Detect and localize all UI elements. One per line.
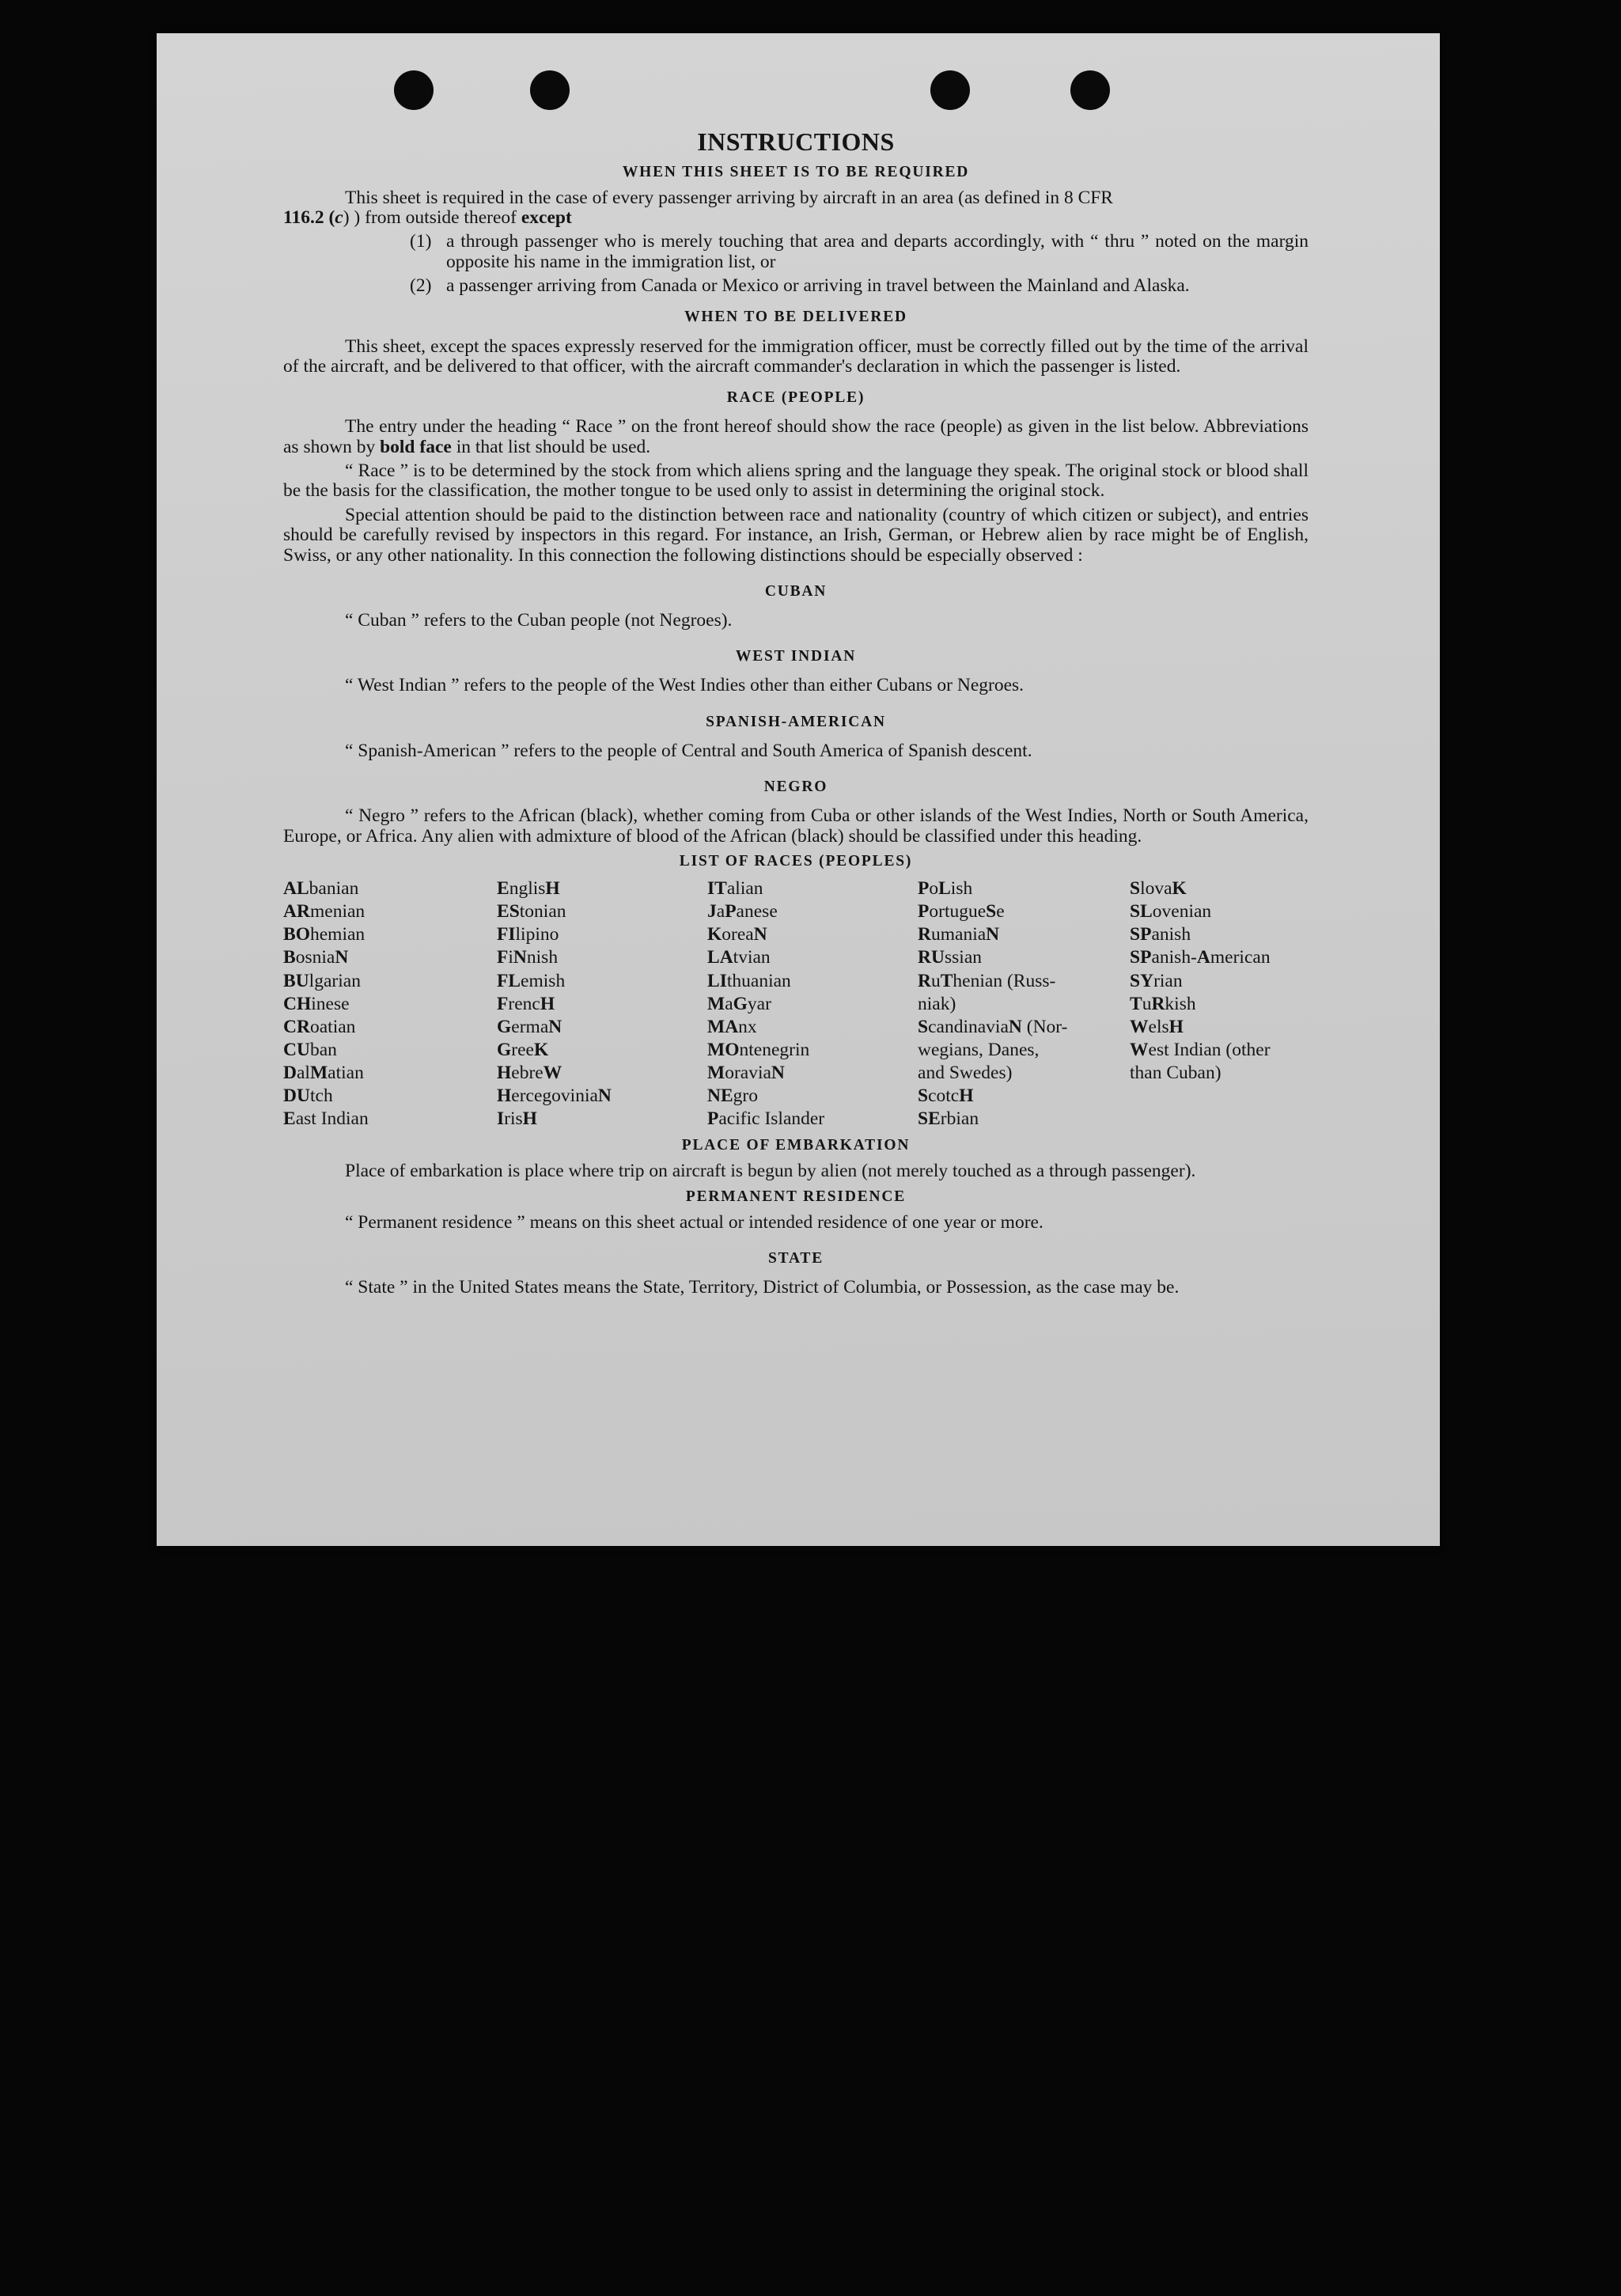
race-entry: FiNnish <box>497 947 559 968</box>
race-entry: SLovenian <box>1130 901 1212 923</box>
race-entry: LAtvian <box>707 947 771 968</box>
race-entry: SPanish <box>1130 924 1191 945</box>
race-entry: FLemish <box>497 970 566 991</box>
race-entry: KoreaN <box>707 924 767 945</box>
race-entry: CHinese <box>283 993 350 1014</box>
races-column <box>283 877 497 1131</box>
para-required-line2: ) ) from outside thereof <box>343 206 521 228</box>
race-entry: WelsH <box>1130 1016 1184 1037</box>
para-cuban: “ Cuban ” refers to the Cuban people (not Negroes). <box>345 609 733 631</box>
para-race-1 <box>283 417 1309 457</box>
race-entry: SPanish-American <box>1130 947 1271 968</box>
para-required-line1: This sheet is required in the case of every passenger arriving by aircraft in an area (as defined in 8 CFR <box>345 187 1113 208</box>
cfr-ref: 116.2 ( <box>283 206 335 228</box>
exception-text: a passenger arriving from Canada or Mexico or arriving in travel between the Mainland and Alaska. <box>446 275 1190 297</box>
para-required <box>283 188 1309 208</box>
race-entry: PoLish <box>918 878 973 900</box>
section-heading-spanish-american: SPANISH-AMERICAN <box>706 713 886 730</box>
bold-face-words: bold face <box>380 436 452 457</box>
exception-number: (1) <box>410 231 432 252</box>
race-entry: GermaN <box>497 1016 562 1037</box>
exceptions-list <box>283 232 1309 296</box>
race-entry: NEgro <box>707 1085 758 1107</box>
race-entry: HebreW <box>497 1063 562 1084</box>
race-entry: RUssian <box>918 947 982 968</box>
page-title: INSTRUCTIONS <box>697 127 895 156</box>
section-heading-race: RACE (PEOPLE) <box>726 389 865 407</box>
race-entry: DUtch <box>283 1085 333 1107</box>
exception-item <box>410 232 1309 272</box>
para-race-3: Special attention should be paid to the distinction between race and nationality (country of which citizen or subject), and entries should be carefully revised by inspectors in this regard. For instance, an Irish, German, or Hebrew alien by race might be of English, Swiss, or any other nationality. In this connection the following distinctions should be especially observed : <box>283 504 1309 566</box>
section-heading-embarkation: PLACE OF EMBARKATION <box>681 1137 911 1154</box>
para-negro: “ Negro ” refers to the African (black), whether coming from Cuba or other islands of the West Indies, North or South America, Europe, or Africa. Any alien with admixture of blood of the African (black) should be classified under this heading. <box>283 805 1309 847</box>
race-entry: ALbanian <box>283 878 359 900</box>
race-entry: GreeK <box>497 1039 549 1060</box>
para-race-1c: in that list should be used. <box>451 436 651 457</box>
race-entry: Pacific Islander <box>707 1108 825 1130</box>
section-heading-west-indian: WEST INDIAN <box>735 648 857 665</box>
section-heading-state: STATE <box>767 1250 824 1267</box>
race-entry: EStonian <box>497 901 566 923</box>
para-race-1a: The entry under the heading “ Race ” on the front hereof should show the race (people) as given in the list below. Abbreviations as shown by <box>283 416 1309 457</box>
race-entry: RuThenian (Russ- niak) <box>918 970 1056 1014</box>
section-heading-negro: NEGRO <box>763 779 828 796</box>
para-residence: “ Permanent residence ” means on this sheet actual or intended residence of one year or more. <box>345 1211 1043 1233</box>
instructions-page <box>283 128 1309 1302</box>
race-entry: CUban <box>283 1039 337 1060</box>
race-entry: EnglisH <box>497 878 560 900</box>
race-entry: TuRkish <box>1130 993 1196 1014</box>
section-heading-required: WHEN THIS SHEET IS TO BE REQUIRED <box>622 163 970 180</box>
race-entry: DalMatian <box>283 1063 364 1084</box>
race-entry: ARmenian <box>283 901 365 923</box>
para-west-indian: “ West Indian ” refers to the people of the West Indies other than either Cubans or Negroes. <box>345 675 1024 696</box>
exception-item <box>410 276 1309 296</box>
race-entry: ScandinaviaN (Nor- wegians, Danes, and Swedes) <box>918 1016 1068 1084</box>
scanned-sheet <box>157 33 1440 1546</box>
para-spanish-american: “ Spanish-American ” refers to the people of Central and South America of Spanish descent. <box>345 740 1032 761</box>
section-heading-races-list: LIST OF RACES (PEOPLES) <box>679 853 913 870</box>
race-entry: BOhemian <box>283 924 365 945</box>
exception-number: (2) <box>410 275 432 297</box>
race-entry: BosniaN <box>283 947 349 968</box>
race-entry: CRoatian <box>283 1016 356 1037</box>
punch-hole <box>530 70 570 110</box>
race-entry: MaGyar <box>707 993 771 1014</box>
para-state: “ State ” in the United States means the State, Territory, District of Columbia, or Possession, as the case may be. <box>345 1277 1180 1298</box>
section-heading-residence: PERMANENT RESIDENCE <box>685 1188 907 1205</box>
race-entry: JaPanese <box>707 901 778 923</box>
para-race-2: “ Race ” is to be determined by the stock from which aliens spring and the language they speak. The original stock or blood shall be the basis for the classification, the mother tongue to be used only to assist in determining the original stock. <box>283 460 1309 502</box>
race-entry: West Indian (other than Cuban) <box>1130 1039 1271 1084</box>
races-list <box>283 877 1309 1131</box>
race-entry: LIthuanian <box>707 970 791 991</box>
para-embarkation: Place of embarkation is place where trip on aircraft is begun by alien (not merely touched as a through passenger). <box>345 1161 1196 1182</box>
punch-hole <box>930 70 970 110</box>
race-entry: BUlgarian <box>283 970 361 991</box>
race-entry: FrencH <box>497 993 555 1014</box>
race-entry: SYrian <box>1130 970 1183 991</box>
race-entry: ScotcH <box>918 1085 974 1107</box>
para-required-cont <box>283 208 1309 228</box>
race-entry: SlovaK <box>1130 878 1187 900</box>
race-entry: East Indian <box>283 1108 369 1130</box>
section-heading-cuban: CUBAN <box>764 582 828 600</box>
races-column <box>707 877 918 1131</box>
race-entry: PortugueSe <box>918 901 1005 923</box>
punch-hole <box>394 70 434 110</box>
race-entry: MoraviaN <box>707 1063 785 1084</box>
cfr-ref-letter: c <box>335 206 343 228</box>
race-entry: MAnx <box>707 1016 757 1037</box>
race-entry: MOntenegrin <box>707 1039 810 1060</box>
race-entry: IrisH <box>497 1108 537 1130</box>
exception-text: a through passenger who is merely touching that area and departs accordingly, with “ thru ” noted on the margin opposite his name in the immigration list, or <box>446 231 1309 272</box>
races-column <box>497 877 707 1131</box>
race-entry: ITalian <box>707 878 763 900</box>
races-column <box>1130 877 1309 1131</box>
race-entry: SErbian <box>918 1108 979 1130</box>
race-entry: FIlipino <box>497 924 559 945</box>
para-delivered: This sheet, except the spaces expressly reserved for the immigration officer, must be correctly filled out by the time of the arrival of the aircraft, and be delivered to that officer, with the aircraft commander's declaration in which the passenger is listed. <box>283 335 1309 377</box>
punch-hole <box>1070 70 1110 110</box>
race-entry: HercegoviniaN <box>497 1085 612 1107</box>
except-word: except <box>521 206 572 228</box>
race-entry: RumaniaN <box>918 924 1000 945</box>
section-heading-delivered: WHEN TO BE DELIVERED <box>684 309 907 326</box>
races-column <box>918 877 1130 1131</box>
